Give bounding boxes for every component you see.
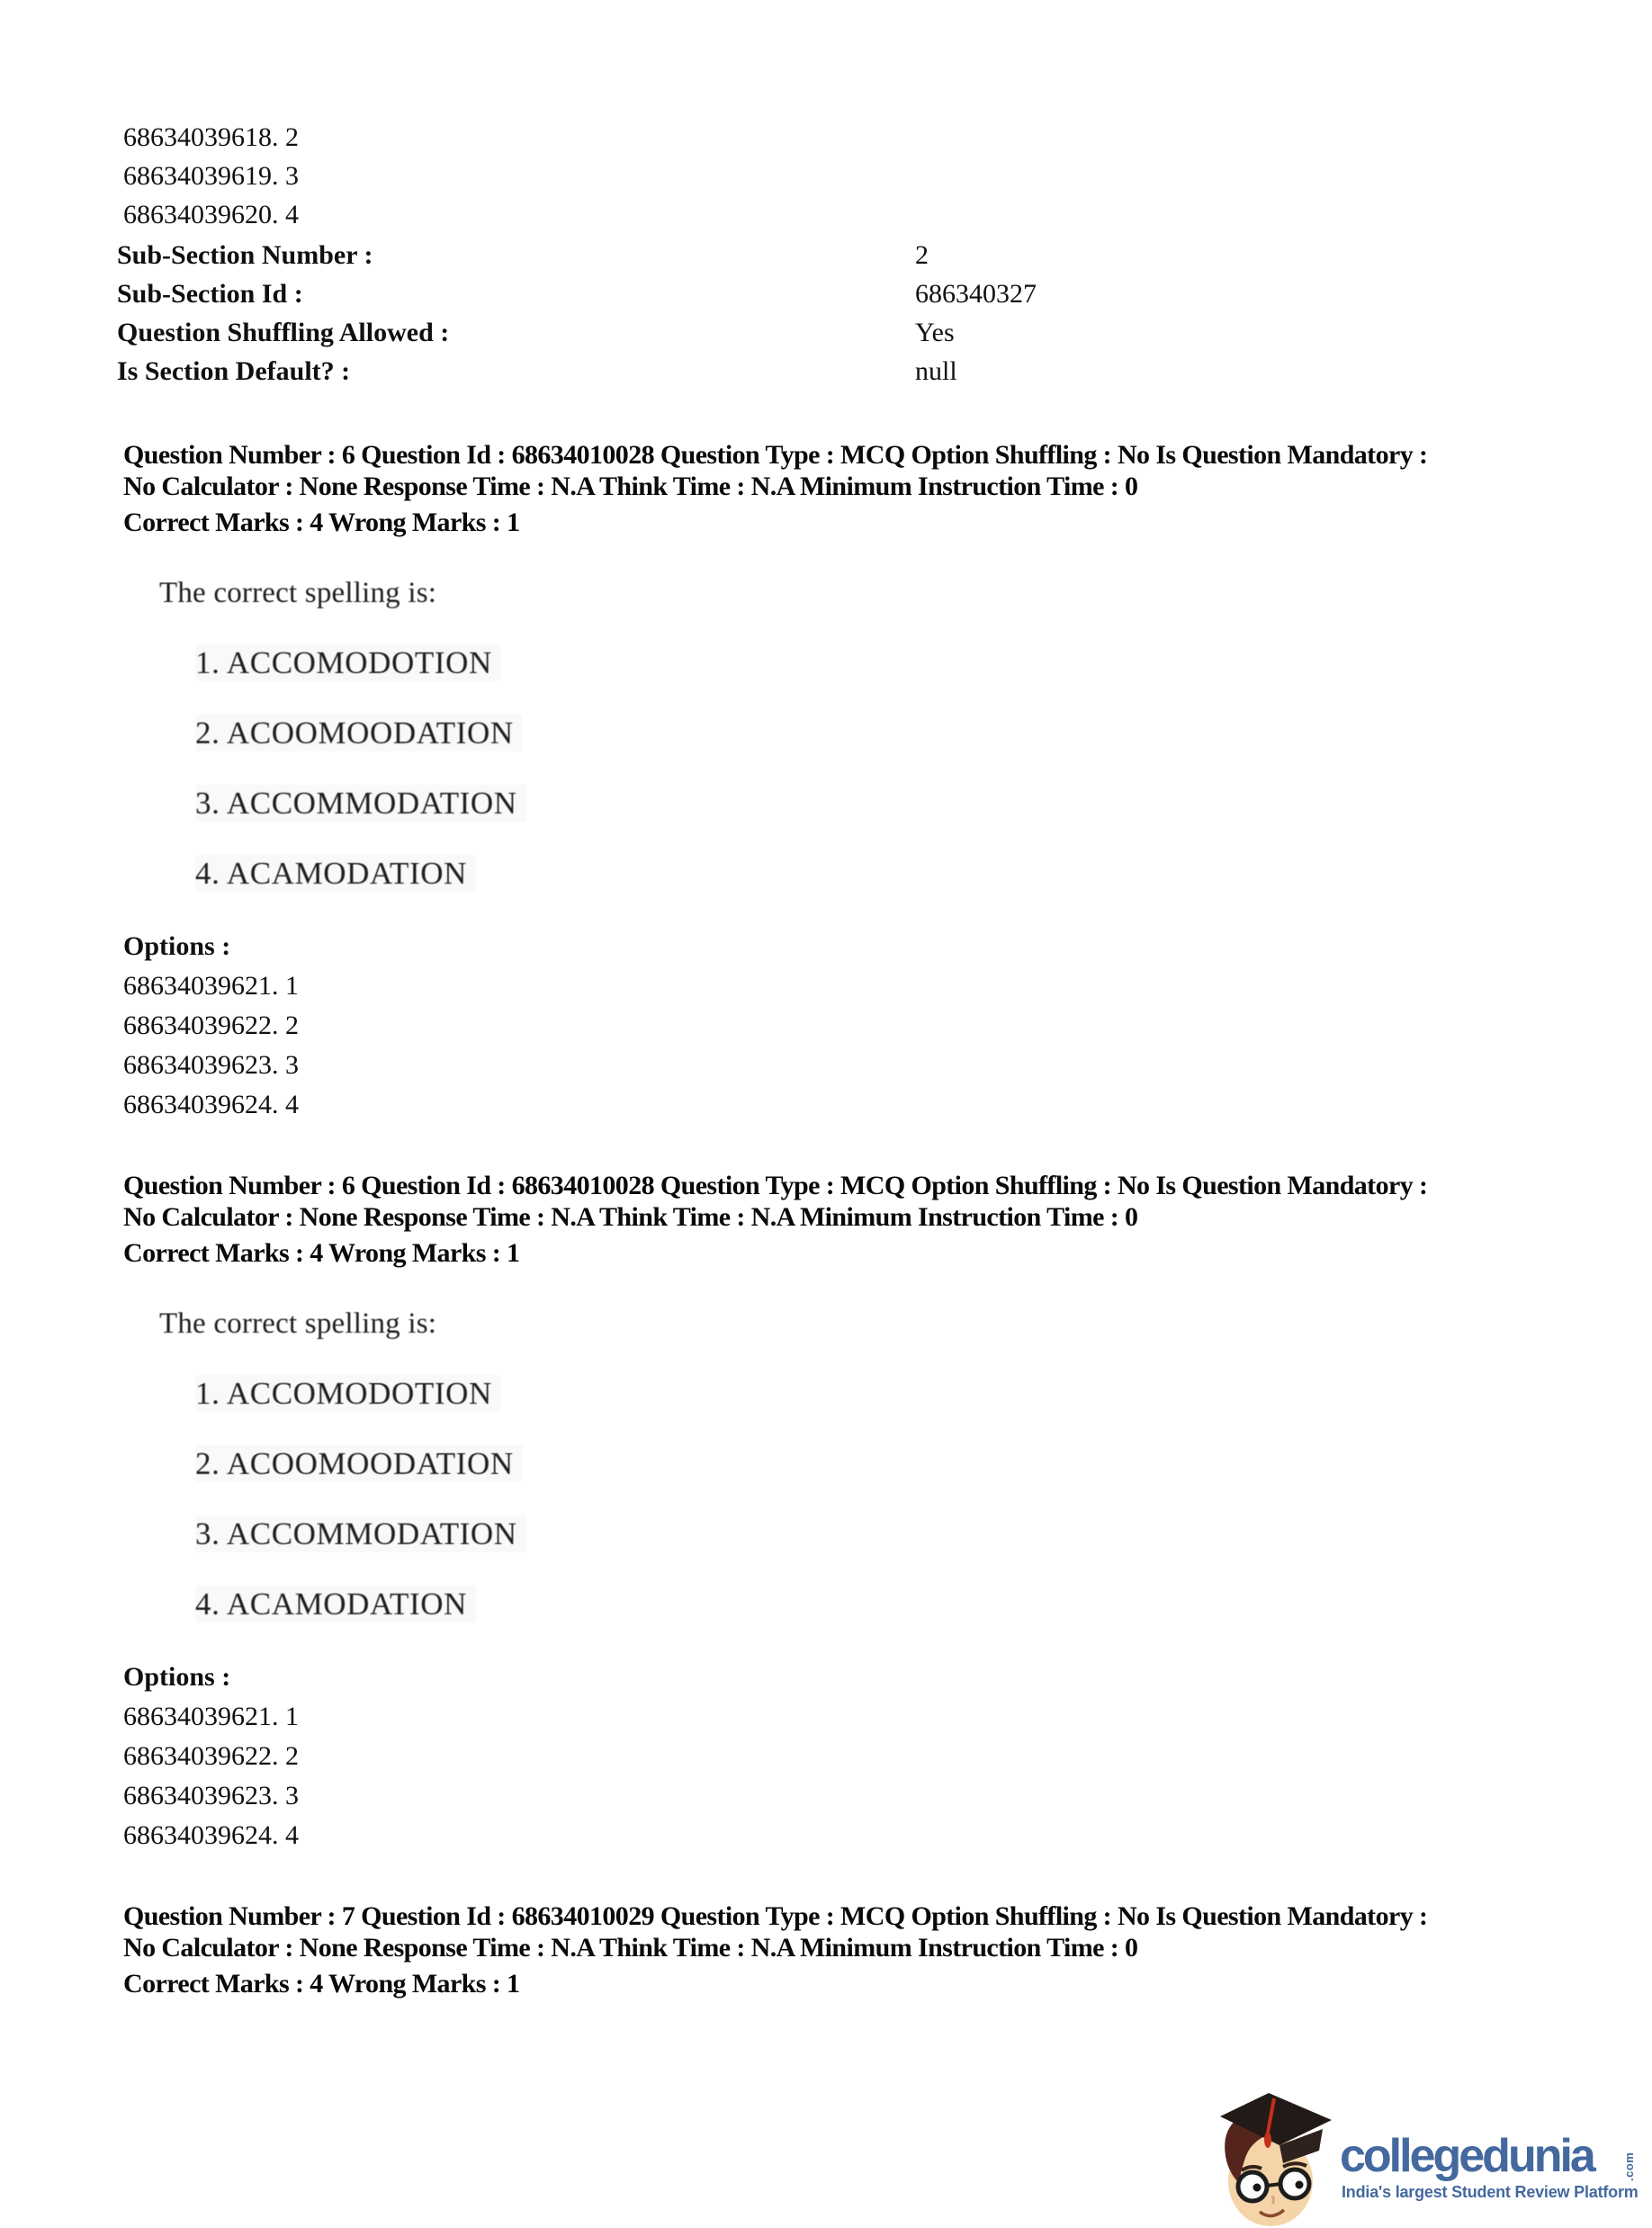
- question-meta-header: [123, 1900, 1427, 1999]
- question-meta-line: Question Number : 7 Question Id : 68634010029 Question Type : MCQ Option Shuffling : No Is Question Mandatory :: [123, 1901, 1428, 1931]
- option-id-line: 68634039623. 3: [123, 1781, 299, 1810]
- question-meta-header: [123, 1170, 1427, 1269]
- options-heading: Options :: [123, 931, 231, 961]
- subsection-row: [117, 352, 1377, 391]
- question-marks-line: Correct Marks : 4 Wrong Marks : 1: [123, 1969, 520, 1999]
- option-id-line: 68634039624. 4: [123, 1820, 299, 1850]
- answer-choice: 3. ACCOMMODATION: [195, 786, 526, 822]
- field-value: 2: [915, 240, 929, 270]
- field-label: Question Shuffling Allowed :: [117, 318, 450, 347]
- option-id-line: 68634039622. 2: [123, 1011, 299, 1040]
- option-id-line: 68634039623. 3: [123, 1050, 299, 1080]
- brand-tagline: India's largest Student Review Platform: [1342, 2183, 1639, 2201]
- question-options-list: [123, 1658, 299, 1855]
- answer-choice: 4. ACAMODATION: [195, 856, 526, 892]
- question-meta-line: No Calculator : None Response Time : N.A Think Time : N.A Minimum Instruction Time : 0: [123, 1933, 1138, 1963]
- question-meta-line: No Calculator : None Response Time : N.A Think Time : N.A Minimum Instruction Time : 0: [123, 1202, 1138, 1232]
- brand-row: [1340, 2130, 1636, 2185]
- subsection-row: [117, 313, 1377, 352]
- question-meta-header: [123, 439, 1427, 538]
- field-label: Is Section Default? :: [117, 356, 351, 386]
- subsection-row: [117, 274, 1377, 313]
- field-label: Sub-Section Id :: [117, 279, 303, 309]
- field-value: 686340327: [915, 279, 1037, 309]
- option-id-line: 68634039619. 3: [123, 161, 299, 191]
- field-value: null: [915, 356, 957, 386]
- option-id-line: 68634039621. 1: [123, 1702, 299, 1731]
- question-marks-line: Correct Marks : 4 Wrong Marks : 1: [123, 508, 520, 537]
- logo-text-block: [1340, 2093, 1647, 2228]
- subsection-info: [117, 236, 1377, 391]
- question-body-image: [159, 1306, 526, 1622]
- graduate-boy-mascot-icon: [1217, 2093, 1338, 2228]
- option-id-line: 68634039621. 1: [123, 971, 299, 1001]
- options-heading: Options :: [123, 1662, 231, 1692]
- field-value: Yes: [915, 318, 955, 347]
- answer-choice: 1. ACCOMODOTION: [195, 1376, 526, 1412]
- option-id-line: 68634039620. 4: [123, 200, 299, 229]
- collegedunia-logo: [1217, 2093, 1647, 2228]
- question-prompt: The correct spelling is:: [159, 577, 437, 609]
- option-id-line: 68634039618. 2: [123, 122, 299, 152]
- answer-choice: 4. ACAMODATION: [195, 1586, 526, 1622]
- question-meta-line: Question Number : 6 Question Id : 68634010028 Question Type : MCQ Option Shuffling : No Is Question Mandatory :: [123, 1171, 1428, 1200]
- carryover-option-id-list: [123, 118, 299, 234]
- question-prompt: The correct spelling is:: [159, 1307, 437, 1340]
- question-body-image: [159, 575, 526, 892]
- answer-choice: 3. ACCOMMODATION: [195, 1516, 526, 1552]
- brand-wordmark: collegedunia: [1340, 2130, 1594, 2182]
- answer-choice: 2. ACOOMOODATION: [195, 715, 526, 751]
- field-label: Sub-Section Number :: [117, 240, 373, 270]
- answer-choice: 2. ACOOMOODATION: [195, 1446, 526, 1482]
- brand-domain-suffix: .com: [1622, 2152, 1636, 2181]
- question-options-list: [123, 927, 299, 1125]
- option-id-line: 68634039622. 2: [123, 1741, 299, 1771]
- answer-choice: 1. ACCOMODOTION: [195, 645, 526, 681]
- question-meta-line: No Calculator : None Response Time : N.A Think Time : N.A Minimum Instruction Time : 0: [123, 472, 1138, 501]
- question-marks-line: Correct Marks : 4 Wrong Marks : 1: [123, 1238, 520, 1268]
- question-meta-line: Question Number : 6 Question Id : 68634010028 Question Type : MCQ Option Shuffling : No Is Question Mandatory :: [123, 440, 1428, 470]
- option-id-line: 68634039624. 4: [123, 1090, 299, 1119]
- subsection-row: [117, 236, 1377, 274]
